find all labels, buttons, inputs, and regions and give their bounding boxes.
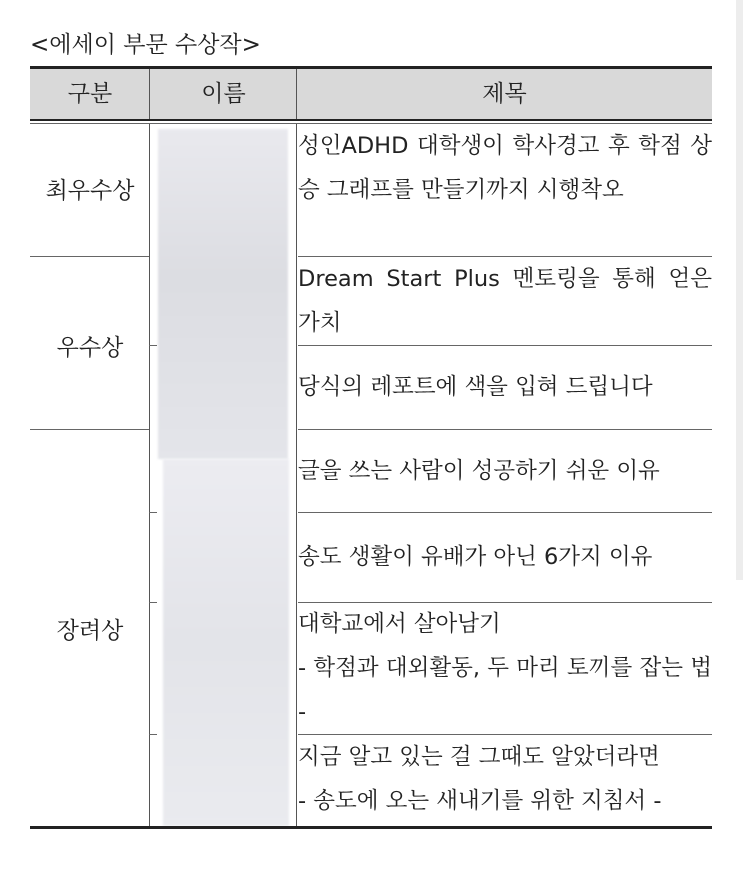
category-separator-2 bbox=[30, 429, 149, 430]
title-row: 송도 생활이 유배가 아닌 6가지 이유 bbox=[298, 544, 653, 570]
name-row-tick bbox=[149, 602, 157, 603]
title-row: 대학교에서 살아남기 bbox=[298, 611, 501, 637]
header-name: 이름 bbox=[201, 81, 246, 107]
column-divider-2 bbox=[296, 124, 297, 826]
title-row-separator bbox=[298, 512, 712, 513]
scrollbar-track[interactable] bbox=[736, 0, 743, 580]
redacted-names-bottom bbox=[163, 459, 289, 826]
title-row: 글을 쓰는 사람이 성공하기 쉬운 이유 bbox=[298, 458, 660, 484]
title-row-subtitle: - 학점과 대외활동, 두 마리 토끼를 잡는 법 - bbox=[298, 655, 712, 725]
category-encouragement: 장려상 bbox=[56, 618, 124, 644]
header-divider-2 bbox=[296, 69, 297, 119]
title-row: 성인ADHD 대학생이 학사경고 후 학점 상승 그래프를 만들기까지 시행착오 bbox=[298, 133, 712, 203]
column-divider-1 bbox=[149, 124, 150, 826]
header-divider-1 bbox=[149, 69, 150, 119]
header-title: 제목 bbox=[482, 81, 527, 107]
name-row-tick bbox=[149, 734, 157, 735]
title-row: 지금 알고 있는 걸 그때도 알았더라면 bbox=[298, 744, 660, 770]
category-separator-1 bbox=[30, 256, 149, 257]
table-bottom-border bbox=[30, 826, 712, 829]
awards-table bbox=[30, 66, 712, 828]
category-excellence: 우수상 bbox=[56, 335, 124, 361]
name-row-tick bbox=[149, 512, 157, 513]
title-row-separator bbox=[298, 429, 712, 430]
header-bottom-border bbox=[30, 119, 712, 121]
name-row-tick bbox=[149, 345, 157, 346]
redacted-names-top bbox=[158, 129, 288, 459]
section-caption: <에세이 부문 수상작> bbox=[30, 32, 261, 58]
title-row-separator bbox=[298, 345, 712, 346]
title-row-subtitle: - 송도에 오는 새내기를 위한 지침서 - bbox=[298, 788, 662, 814]
header-category: 구분 bbox=[67, 81, 113, 107]
category-grand-prize: 최우수상 bbox=[45, 178, 135, 204]
title-row: Dream Start Plus 멘토링을 통해 얻은 가치 bbox=[298, 266, 712, 336]
title-row: 당식의 레포트에 색을 입혀 드립니다 bbox=[298, 374, 653, 400]
